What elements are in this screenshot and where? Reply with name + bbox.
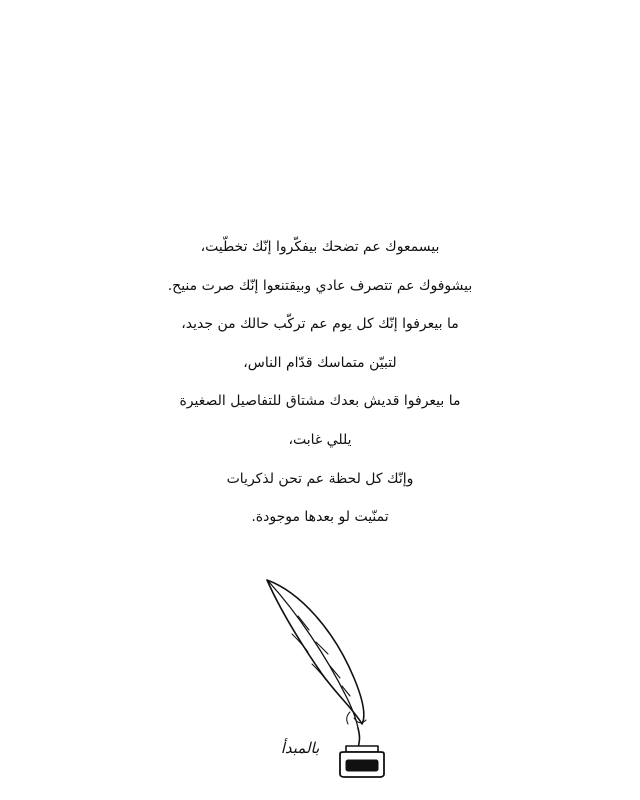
signature: بالمبدأ: [280, 739, 320, 757]
poem-line: ما بيعرفوا إنّك كل يوم عم تركّب حالك من جديد،: [181, 316, 459, 333]
poem-line: تمنّيت لو بعدها موجودة.: [251, 509, 389, 526]
poem-line: بيسمعوك عم تضحك بيفكّروا إنّك تخطّيت،: [200, 239, 440, 255]
poem-line: وإنّك كل لحظة عم تحن لذكريات: [226, 470, 414, 487]
poem-line: ما بيعرفوا قديش بعدك مشتاق للتفاصيل الصغيرة: [179, 393, 461, 410]
poem-line: يللي غابت،: [288, 431, 352, 448]
poem-line: بيشوفوك عم تتصرف عادي وبيقتنعوا إنّك صرت منيح.: [167, 277, 473, 294]
poem-line: لتبيّن متماسك قدّام الناس،: [243, 354, 397, 371]
poem-text: [0, 228, 640, 537]
